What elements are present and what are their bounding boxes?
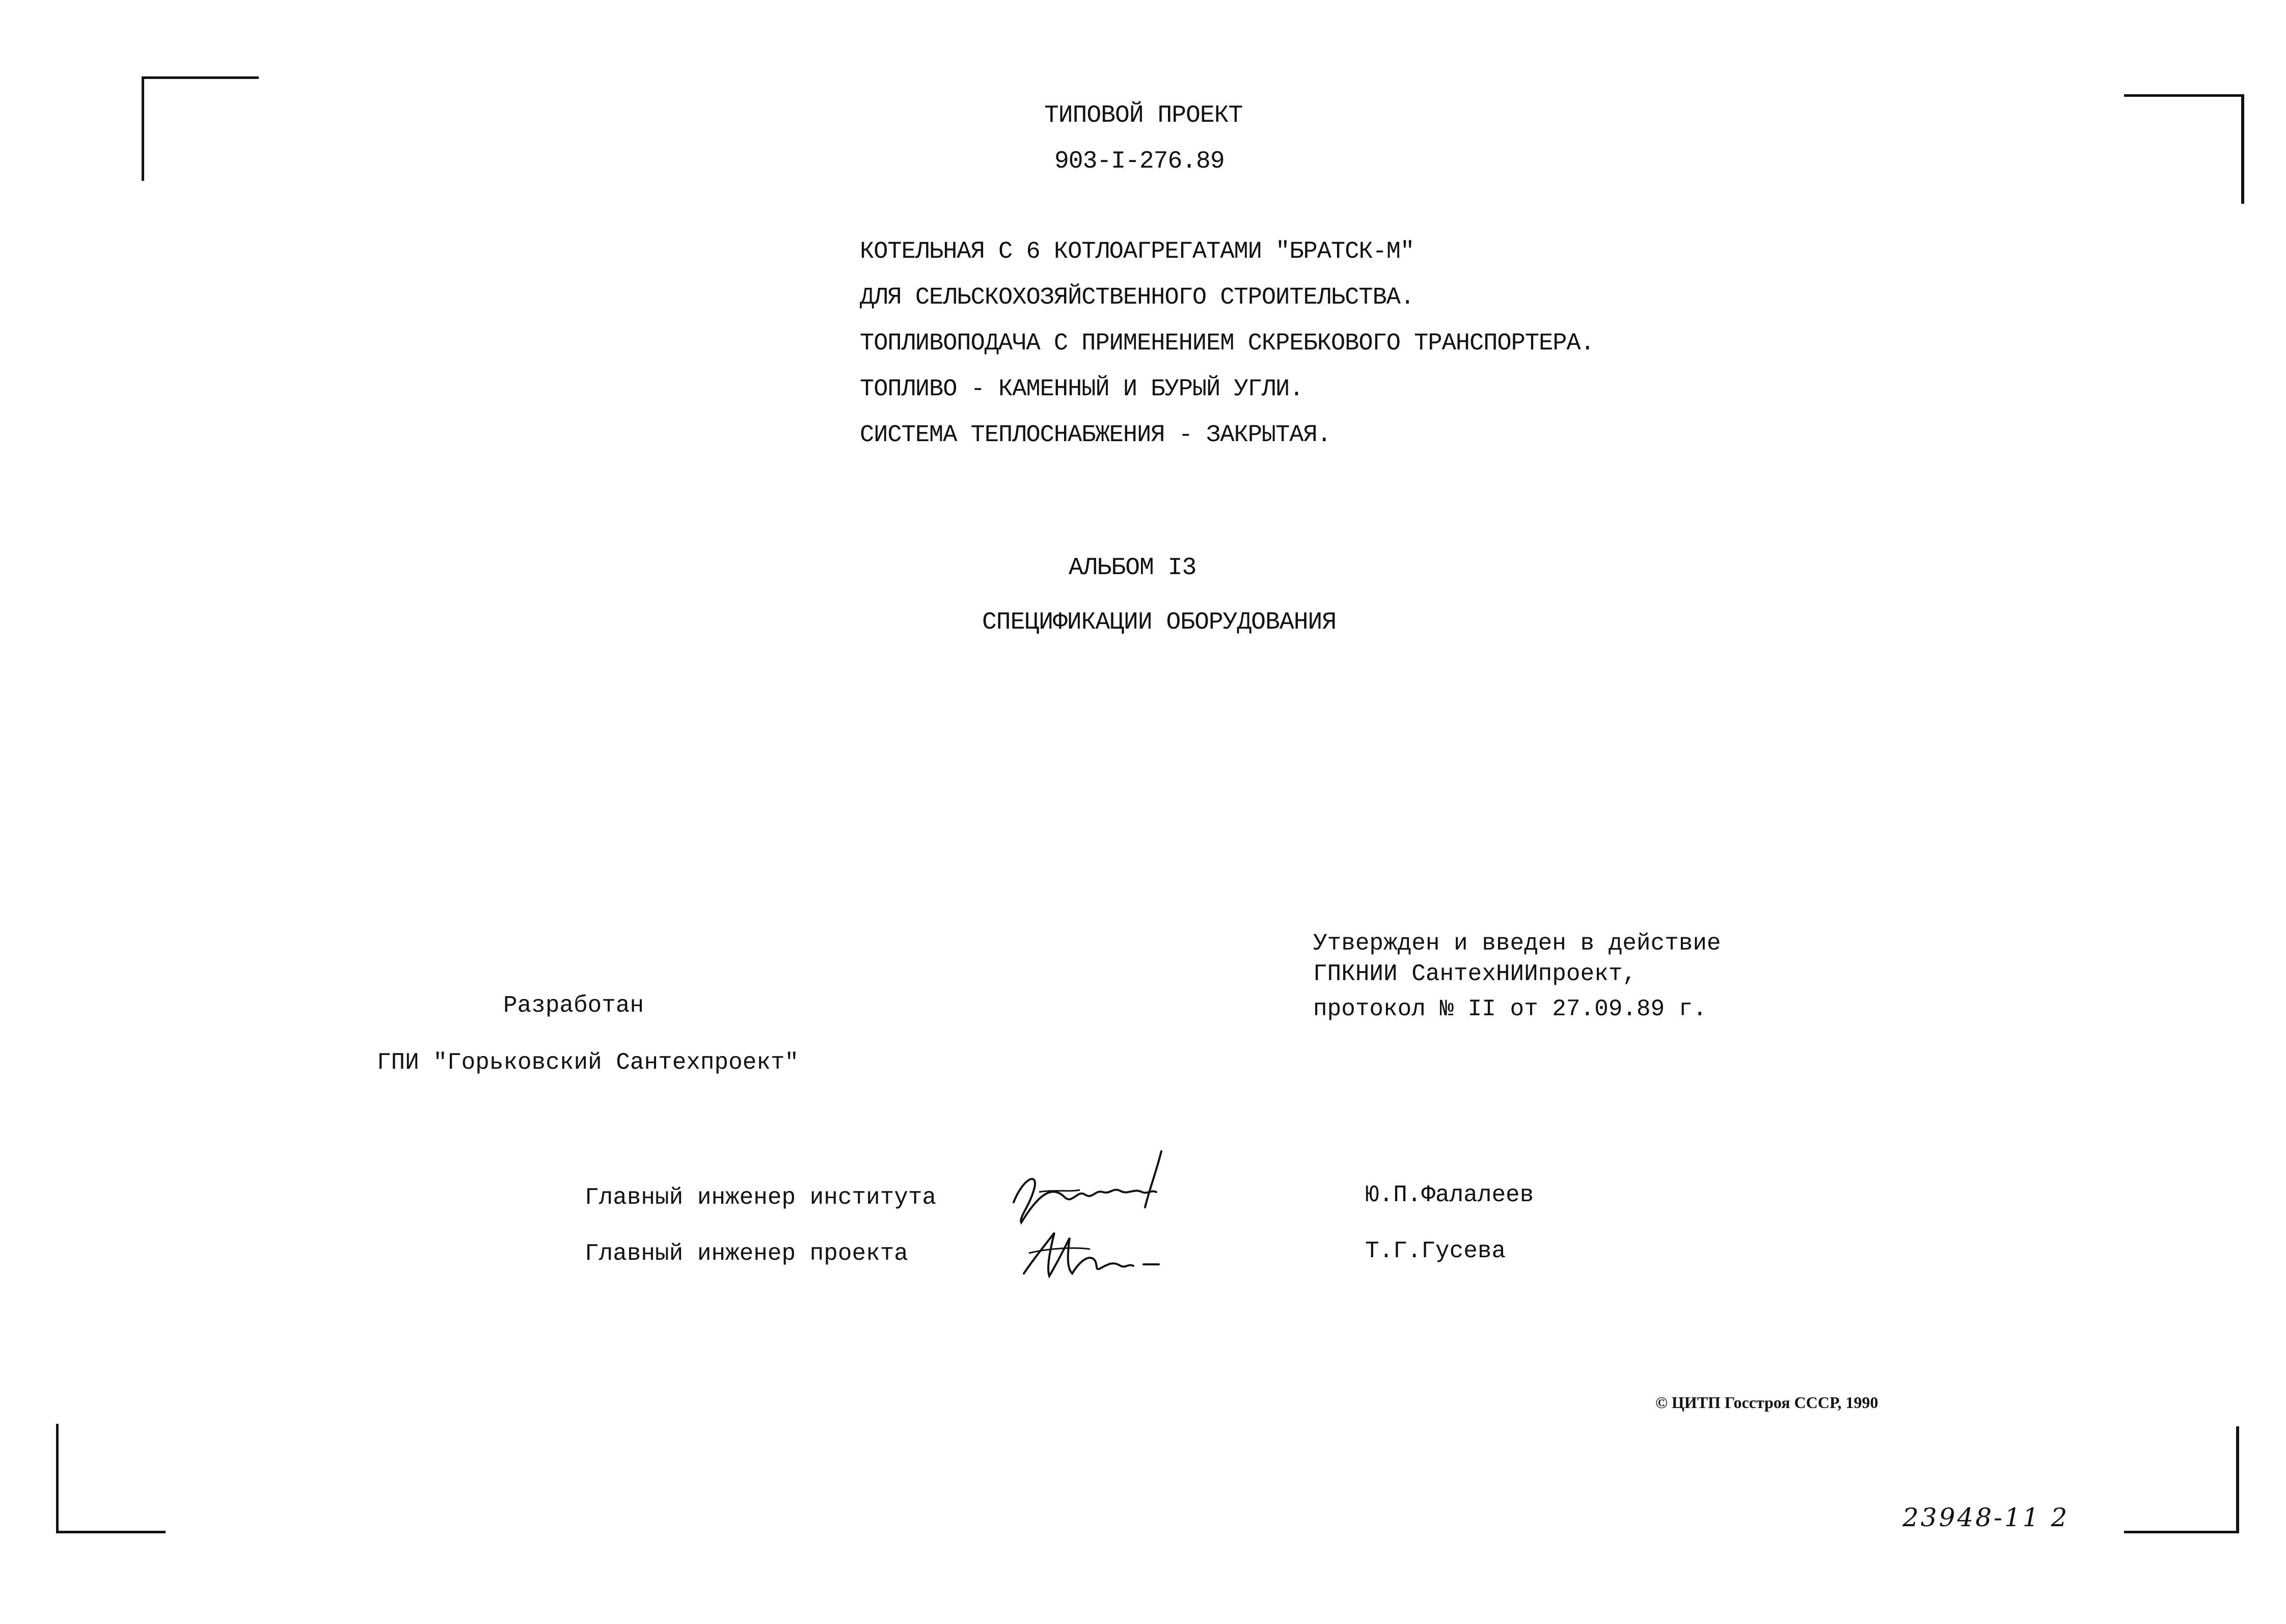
signatory-role: Главный инженер проекта: [585, 1240, 908, 1267]
title-line: ДЛЯ СЕЛЬСКОХОЗЯЙСТВЕННОГО СТРОИТЕЛЬСТВА.: [860, 284, 1414, 311]
corner-mark-top-left: [142, 76, 259, 181]
corner-mark-top-right: [2124, 94, 2244, 204]
approval-line: Утвержден и введен в действие: [1313, 930, 1721, 957]
archive-number: 23948-11 2: [1902, 1503, 2070, 1532]
copyright-notice: © ЦИТП Госстроя СССР, 1990: [1655, 1393, 1879, 1412]
signatory-name: Ю.П.Фалалеев: [1365, 1182, 1534, 1208]
doc-number: 903-I-276.89: [1054, 148, 1224, 175]
doc-type: ТИПОВОЙ ПРОЕКТ: [1044, 102, 1243, 129]
signature-chief-engineer-project: [1019, 1217, 1172, 1289]
corner-mark-bottom-left: [56, 1424, 166, 1533]
title-line: КОТЕЛЬНАЯ С 6 КОТЛОАГРЕГАТАМИ "БРАТСК-М": [860, 238, 1414, 265]
title-line: ТОПЛИВО - КАМЕННЫЙ И БУРЫЙ УГЛИ.: [860, 376, 1303, 403]
title-line: ТОПЛИВОПОДАЧА С ПРИМЕНЕНИЕМ СКРЕБКОВОГО ТРАНСПОРТЕРА.: [860, 330, 1594, 357]
approval-line: протокол № II от 27.09.89 г.: [1313, 996, 1707, 1022]
approval-line: ГПКНИИ СантехНИИпроект,: [1313, 961, 1637, 987]
developer-label: Разработан: [503, 992, 644, 1019]
developer-org: ГПИ "Горьковский Сантехпроект": [377, 1049, 799, 1076]
album-subtitle: СПЕЦИФИКАЦИИ ОБОРУДОВАНИЯ: [982, 609, 1337, 636]
signatory-role: Главный инженер института: [585, 1184, 937, 1211]
signatory-name: Т.Г.Гусева: [1365, 1238, 1506, 1264]
corner-mark-bottom-right: [2124, 1426, 2239, 1533]
title-line: СИСТЕМА ТЕПЛОСНАБЖЕНИЯ - ЗАКРЫТАЯ.: [860, 422, 1331, 449]
album-label: АЛЬБОМ I3: [1069, 554, 1196, 582]
